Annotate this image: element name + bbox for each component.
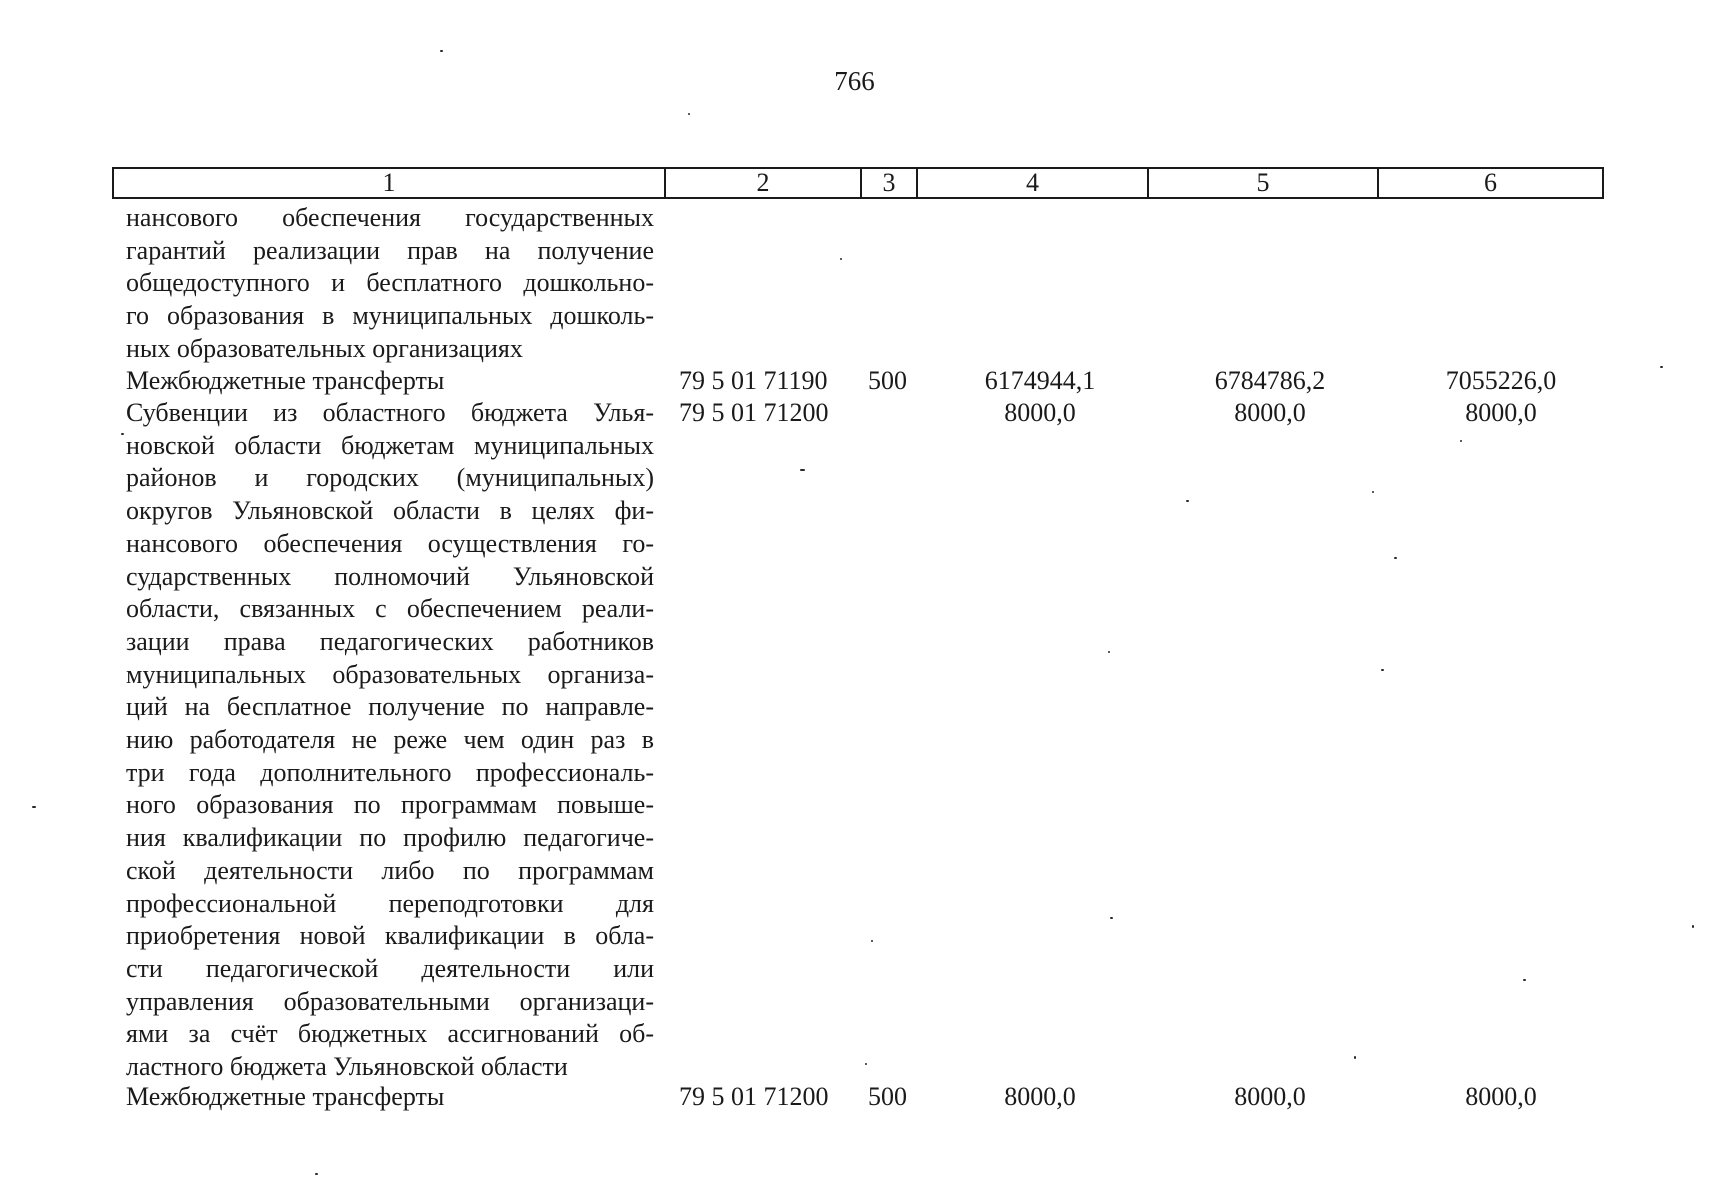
row2-line: ния квалификации по профилю педагогиче- — [126, 823, 654, 853]
scan-speck — [1460, 440, 1462, 442]
block1-line: гарантий реализации прав на получение — [126, 235, 654, 265]
scan-speck — [32, 806, 36, 808]
row2-line: сударственных полномочий Ульяновской — [126, 561, 654, 591]
row2-line: районов и городских (муниципальных) — [126, 463, 654, 493]
row2-line: ской деятельности либо по программам — [126, 855, 654, 885]
block1-line: общедоступного и бесплатного дошкольно- — [126, 268, 654, 298]
header-col-5: 5 — [1149, 169, 1379, 197]
row2-line: новской области бюджетам муниципальных — [126, 430, 654, 460]
scan-speck — [1186, 500, 1189, 502]
row2-code: 79 5 01 71200 — [679, 398, 829, 427]
row2-value-col6: 8000,0 — [1465, 398, 1537, 427]
row2-line: профессиональной переподготовки для — [126, 888, 654, 918]
row1-value-col4: 6174944,1 — [984, 366, 1096, 395]
scan-speck — [840, 258, 842, 260]
row2-line: ного образования по программам повыше- — [126, 790, 654, 820]
scan-speck — [1660, 366, 1663, 368]
row2-line: приобретения новой квалификации в обла- — [126, 921, 654, 951]
scan-speck — [121, 433, 124, 435]
row2-line: Субвенции из областного бюджета Улья- — [126, 398, 654, 427]
row2-line: три года дополнительного профессиональ- — [126, 757, 654, 787]
header-col-2: 2 — [666, 169, 862, 197]
scan-speck — [315, 1173, 318, 1175]
scan-speck — [1372, 491, 1374, 493]
row2-line: области, связанных с обеспечением реали- — [126, 594, 654, 624]
row2-line: управления образовательными организаци- — [126, 986, 654, 1016]
row2-line: ями за счёт бюджетных ассигнований об- — [126, 1019, 654, 1049]
row3-value-col5: 8000,0 — [1234, 1082, 1306, 1111]
block1-description — [126, 202, 654, 366]
row2-value-col5: 8000,0 — [1234, 398, 1306, 427]
scan-speck — [1110, 917, 1113, 919]
header-col-1: 1 — [114, 169, 666, 197]
block1-line: го образования в муниципальных дошколь- — [126, 301, 654, 331]
row1-value-col5: 6784786,2 — [1214, 366, 1326, 395]
row2-line: муниципальных образовательных организа- — [126, 659, 654, 689]
scan-speck — [1381, 669, 1384, 671]
row3-value-col6: 8000,0 — [1465, 1082, 1537, 1111]
block1-line: нансового обеспечения государственных — [126, 203, 654, 232]
header-col-4: 4 — [918, 169, 1149, 197]
row2-line: ластного бюджета Ульяновской области — [126, 1052, 568, 1082]
header-col-3: 3 — [862, 169, 918, 197]
scan-speck — [688, 113, 690, 115]
table-header-row — [112, 167, 1604, 199]
row2-line: ций на бесплатное получение по направле- — [126, 692, 654, 722]
scan-speck — [440, 50, 443, 52]
page-number: 766 — [834, 66, 875, 96]
row2-line: нию работодателя не реже чем один раз в — [126, 725, 654, 755]
row1-label: Межбюджетные трансферты — [126, 366, 445, 395]
row2-line: зации права педагогических работников — [126, 626, 654, 656]
row2-line: нансового обеспечения осуществления го- — [126, 528, 654, 558]
scan-speck — [871, 940, 873, 942]
row1-code: 79 5 01 71190 — [679, 366, 828, 395]
row1-kvr: 500 — [868, 366, 907, 395]
scan-speck — [800, 469, 805, 471]
scan-speck — [1354, 1056, 1356, 1059]
scan-speck — [1108, 651, 1110, 653]
row3-value-col4: 8000,0 — [1004, 1082, 1076, 1111]
row2-value-col4: 8000,0 — [1004, 398, 1076, 427]
scan-speck — [1394, 557, 1397, 559]
row2-description — [126, 397, 654, 1084]
block1-line: ных образовательных организациях — [126, 333, 523, 363]
header-col-6: 6 — [1484, 168, 1497, 197]
row1-value-col6: 7055226,0 — [1445, 366, 1557, 395]
scan-speck — [865, 1063, 867, 1065]
row3-kvr: 500 — [868, 1082, 907, 1111]
scan-speck — [1692, 925, 1694, 928]
row3-label: Межбюджетные трансферты — [126, 1082, 445, 1111]
row2-line: сти педагогической деятельности или — [126, 953, 654, 983]
row3-code: 79 5 01 71200 — [679, 1082, 829, 1111]
scan-speck — [1523, 979, 1526, 981]
row2-line: округов Ульяновской области в целях фи- — [126, 496, 654, 526]
